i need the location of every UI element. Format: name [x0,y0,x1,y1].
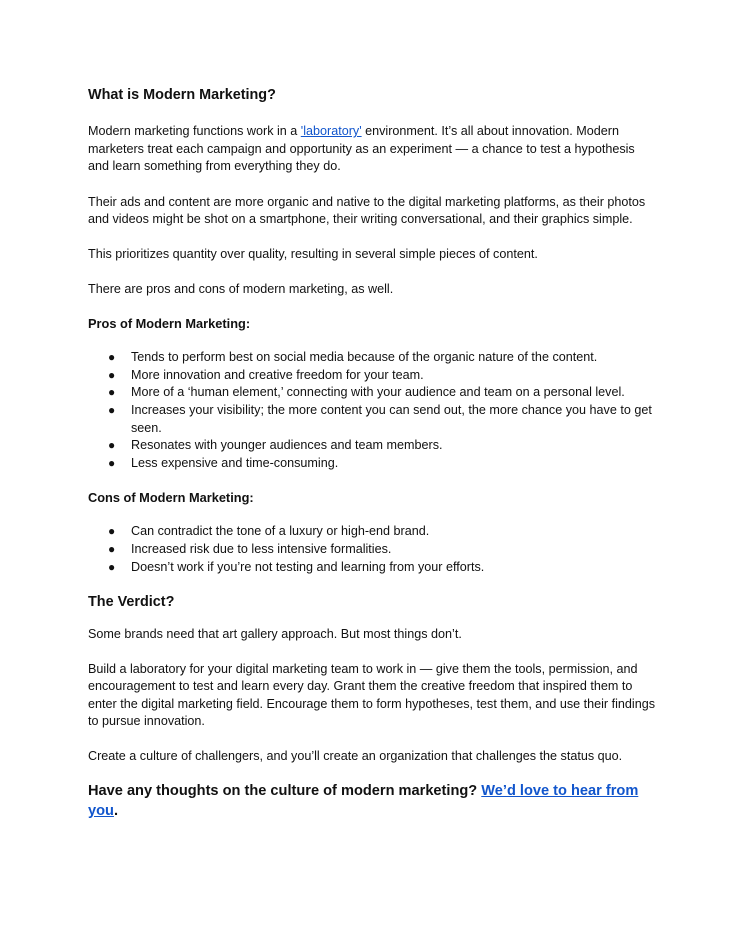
cons-heading: Cons of Modern Marketing: [88,490,254,506]
bullet-icon: ● [108,385,116,400]
list-item: ● More innovation and creative freedom for your team. [88,367,658,385]
bullet-icon: ● [108,455,116,470]
bullet-icon: ● [108,402,116,417]
pros-list [88,349,658,472]
bullet-icon: ● [108,541,116,556]
list-item: ● Resonates with younger audiences and team members. [88,437,658,455]
intro-text-before-link: Modern marketing functions work in a [88,124,301,138]
list-item: ● Less expensive and time-consuming. [88,455,658,473]
list-item: ● Increases your visibility; the more content you can send out, the more chance you have to get seen. [108,402,652,435]
cons-list [88,523,658,576]
cta-text: Have any thoughts on the culture of modern marketing? [88,782,482,799]
call-to-action [88,781,658,821]
list-item: ● More of a ‘human element,’ connecting with your audience and team on a personal level. [88,384,658,402]
cta-period: . [113,802,119,819]
heading-what-is-modern-marketing: What is Modern Marketing? [88,87,276,103]
platforms-paragraph: Their ads and content are more organic and native to the digital marketing platforms, as their photos and videos might be shot on a smartphone, their writing conversational, and their graphics simple. [88,194,646,227]
pros-cons-intro-paragraph: There are pros and cons of modern marketing, as well. [88,281,394,296]
document-body [88,86,658,821]
quantity-paragraph: This prioritizes quantity over quality, resulting in several simple pieces of content. [88,246,538,261]
verdict-paragraph-1: Some brands need that art gallery approach. But most things don’t. [88,627,462,642]
bullet-icon: ● [108,350,116,365]
verdict-paragraph-2: Build a laboratory for your digital marketing team to work in — give them the tools, permission, and encouragement to test and learn every day. Grant them the creative freedom that inspired them to enter the digital marketing field. Encourage them to form hypotheses, test them, and use their findings to pursue innovation. [88,661,656,729]
list-item: ● Increased risk due to less intensive formalities. [88,541,658,559]
bullet-icon: ● [108,367,116,382]
bullet-icon: ● [108,524,116,539]
list-item: ● Doesn’t work if you’re not testing and learning from your efforts. [88,559,658,577]
laboratory-link[interactable]: 'laboratory' [300,124,362,138]
verdict-paragraph-3: Create a culture of challengers, and you’ll create an organization that challenges the status quo. [88,749,623,764]
intro-paragraph [88,123,658,176]
verdict-heading: The Verdict? [88,594,175,611]
contact-link[interactable]: We’d love to hear from you [88,782,639,819]
list-item: ● Tends to perform best on social media because of the organic nature of the content. [88,349,658,367]
list-item: ● Can contradict the tone of a luxury or high-end brand. [88,523,658,541]
bullet-icon: ● [108,438,116,453]
intro-text-after-link: environment. It’s all about innovation. Modern marketers treat each campaign and opportunity as an experiment — a chance to test a hypothesis and learn something from everything they do. [88,124,635,174]
pros-heading: Pros of Modern Marketing: [88,316,251,332]
bullet-icon: ● [108,559,116,574]
